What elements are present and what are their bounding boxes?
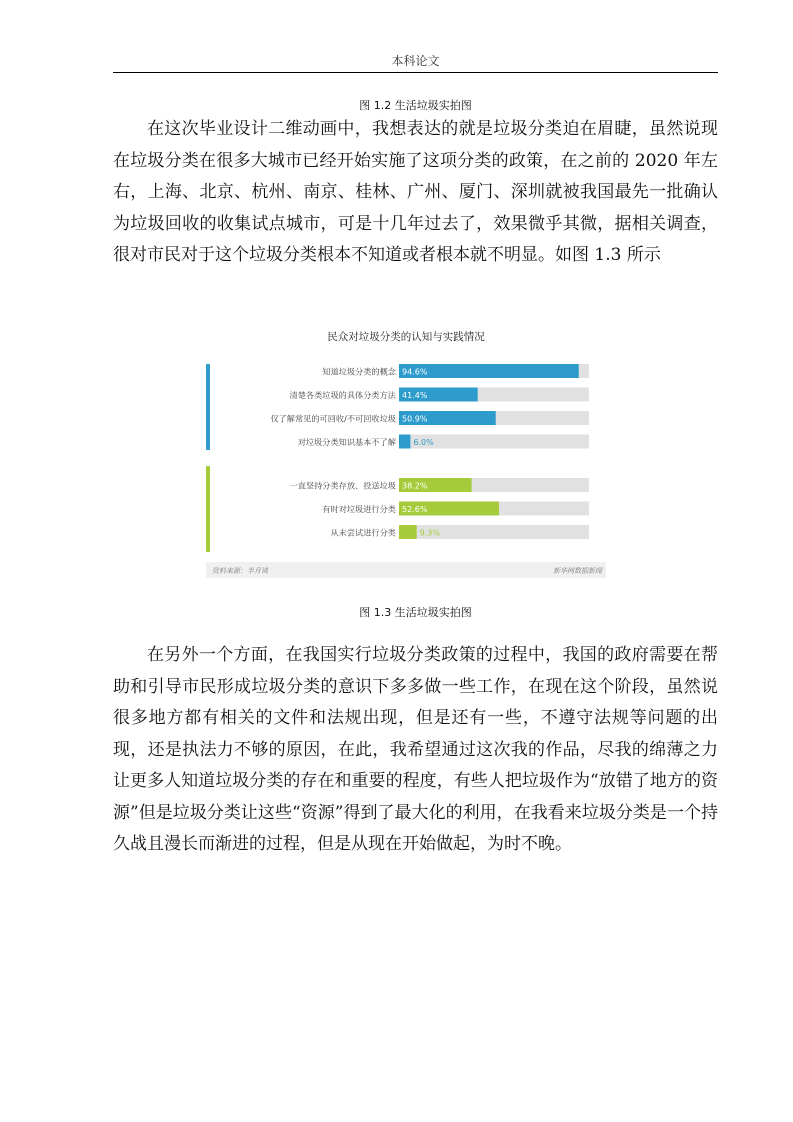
figure-1-3-chart bbox=[206, 322, 606, 578]
category-label: 有时对垃圾进行分类 bbox=[322, 504, 396, 514]
body-paragraph-1: 在这次毕业设计二维动画中，我想表达的就是垃圾分类迫在眉睫，虽然说现在垃圾分类在很多大城市已经开始实施了这项分类的政策，在之前的 2020 年左右，上海、北京、杭州、南京、桂林、广州、厦门、深圳就被我国最先一批确认为垃圾回收的收集试点城市，可是十几年过去了，效果微乎其微，据相关调查，很对市民对于这个垃圾分类根本不知道或者根本就不明显。如图 1.3 所示 bbox=[113, 119, 718, 265]
data-label: 52.6% bbox=[402, 505, 428, 514]
group-label-1: 实践 bbox=[211, 502, 237, 516]
header-rule bbox=[113, 72, 718, 73]
figure-caption-1-2: 图 1.2 生活垃圾实拍图 bbox=[359, 99, 472, 112]
running-header: 本科论文 bbox=[391, 54, 440, 68]
chart-title: 民众对垃圾分类的认知与实践情况 bbox=[327, 331, 485, 343]
data-label: 9.3% bbox=[419, 528, 440, 538]
category-label: 对垃圾分类知识基本不了解 bbox=[297, 437, 396, 447]
group-label-0: 认知 bbox=[211, 400, 237, 414]
category-label: 清楚各类垃圾的具体分类方法 bbox=[289, 390, 396, 400]
data-label: 6.0% bbox=[413, 438, 434, 447]
chart-credit: 新华网数据新闻 bbox=[553, 567, 602, 575]
category-label: 仅了解常见的可回收/不可回收垃圾 bbox=[270, 413, 396, 424]
data-label: 94.6% bbox=[402, 367, 428, 377]
category-label: 知道垃圾分类的概念 bbox=[322, 366, 396, 377]
figure-caption-1-3: 图 1.3 生活垃圾实拍图 bbox=[359, 606, 472, 619]
chart-source: 资料来源：半月谈 bbox=[212, 567, 268, 575]
category-label: 从未尝试进行分类 bbox=[330, 527, 396, 538]
data-label: 41.4% bbox=[402, 391, 428, 400]
data-label: 38.2% bbox=[402, 481, 428, 491]
category-label: 一直坚持分类存放、投送垃圾 bbox=[289, 480, 396, 491]
data-label: 50.9% bbox=[402, 414, 428, 424]
chart-canvas bbox=[206, 322, 606, 578]
group-badge-0 bbox=[206, 364, 210, 450]
group-badge-1 bbox=[206, 466, 210, 552]
bar bbox=[399, 525, 417, 539]
body-paragraph-2: 在另外一个方面，在我国实行垃圾分类政策的过程中，我国的政府需要在帮助和引导市民形成垃圾分类的意识下多多做一些工作，在现在这个阶段，虽然说很多地方都有相关的文件和法规出现，但是还有一些，不遵守法规等问题的出现，还是执法力不够的原因，在此，我希望通过这次我的作品，尽我的绵薄之力让更多人知道垃圾分类的存在和重要的程度，有些人把垃圾作为“放错了地方的资源”但是垃圾分类让这些“资源”得到了最大化的利用，在我看来垃圾分类是一个持久战且漫长而渐进的过程，但是从现在开始做起，为时不晚。 bbox=[113, 645, 718, 854]
bar bbox=[399, 435, 410, 449]
